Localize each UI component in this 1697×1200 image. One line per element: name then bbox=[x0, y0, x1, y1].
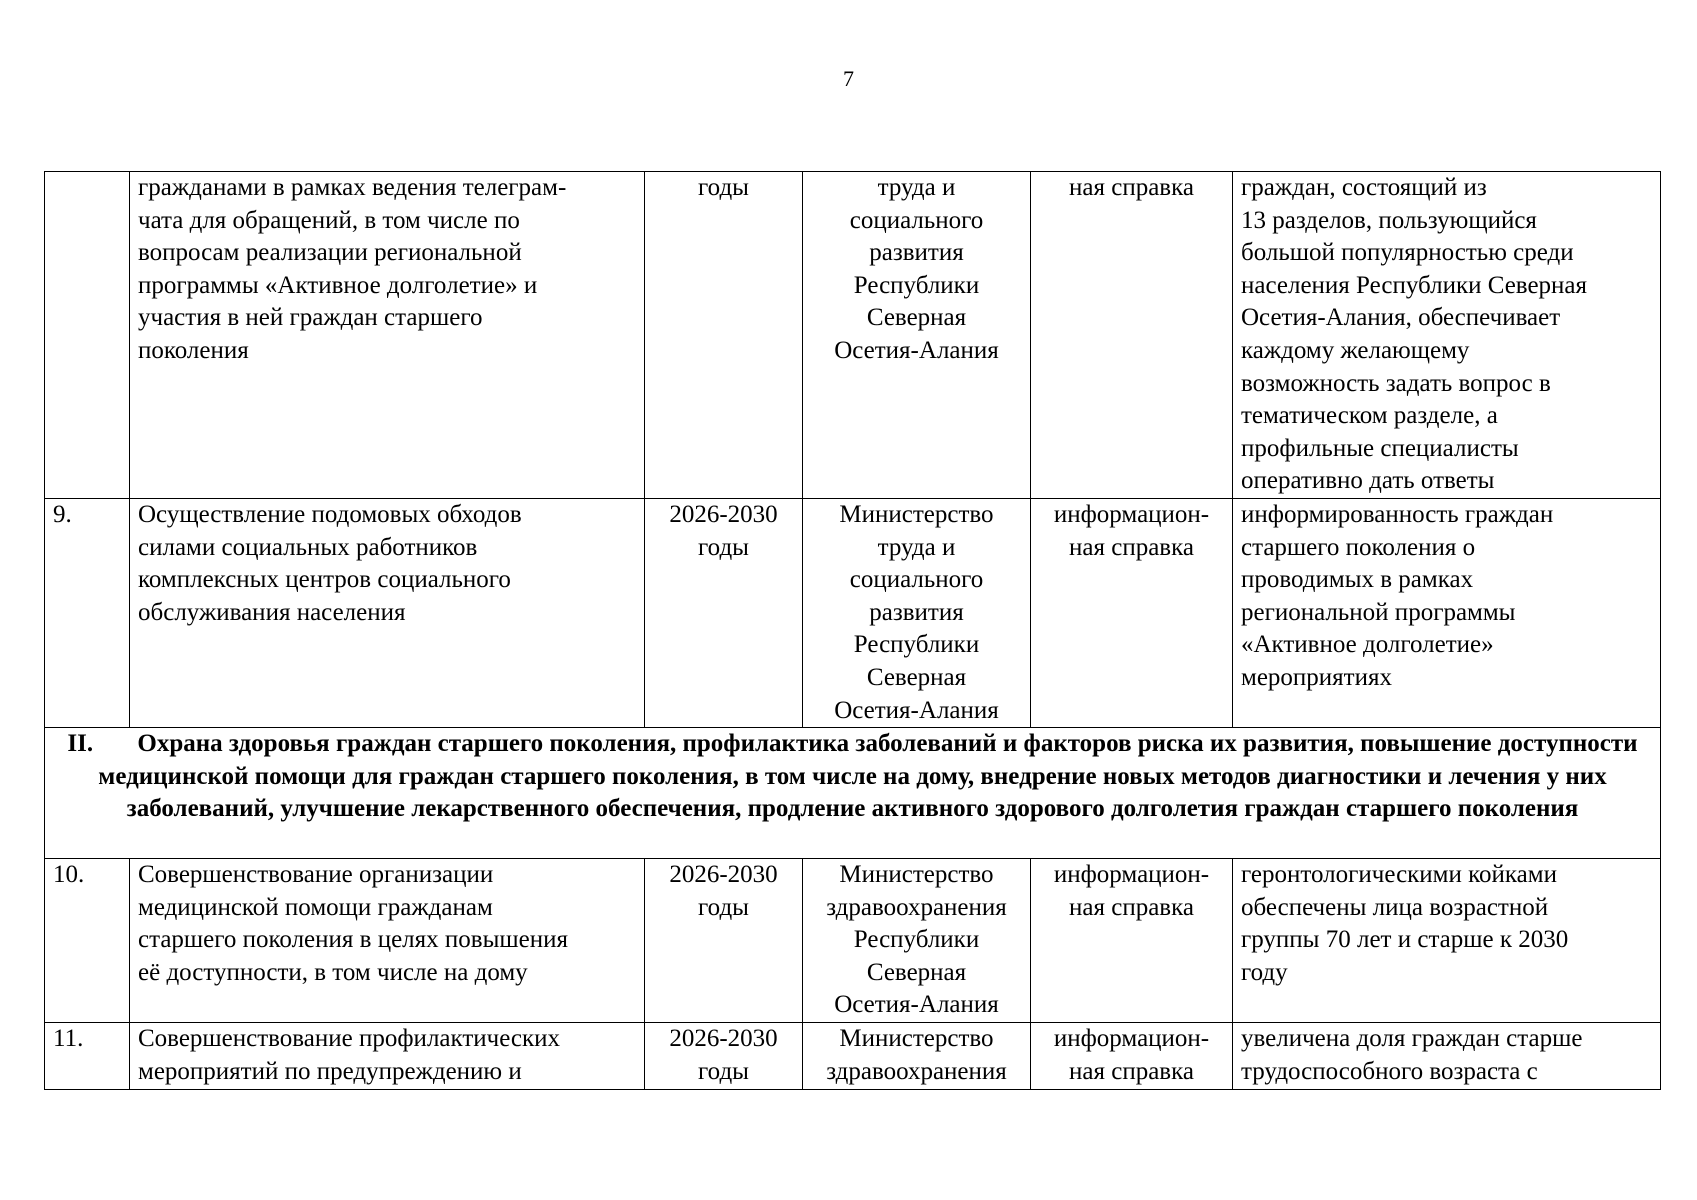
table-row bbox=[45, 498, 1661, 727]
executor-cell: Министерство труда и социального развития Республики Северная Осетия-Алания bbox=[803, 498, 1031, 727]
executor-cell: Министерство здравоохранения bbox=[803, 1023, 1031, 1090]
row-number-cell: 10. bbox=[45, 859, 130, 1023]
period-cell: 2026-2030 годы bbox=[645, 1023, 803, 1090]
section-title: Охрана здоровья граждан старшего поколения, профилактика заболеваний и факторов риска их развития, повышение доступности медицинской помощи для граждан старшего поколения, в том числе на дому, внедрение новых методов диагностики и лечения у них заболеваний, улучшение лекарственного обеспечения, продление активного здорового долголетия граждан старшего поколения bbox=[98, 730, 1638, 823]
row-number-cell bbox=[45, 172, 130, 499]
executor-cell: труда и социального развития Республики Северная Осетия-Алания bbox=[803, 172, 1031, 499]
row-number-cell: 11. bbox=[45, 1023, 130, 1090]
table-row bbox=[45, 1023, 1661, 1090]
section-number: II. bbox=[67, 730, 94, 758]
period-cell: 2026-2030 годы bbox=[645, 859, 803, 1023]
page-number: 7 bbox=[843, 66, 854, 91]
result-cell: увеличена доля граждан старше трудоспособного возраста с bbox=[1233, 1023, 1661, 1090]
measures-table bbox=[44, 171, 1661, 1090]
table-row bbox=[45, 859, 1661, 1023]
period-cell: 2026-2030 годы bbox=[645, 498, 803, 727]
activity-cell: Совершенствование профилактических мероприятий по предупреждению и bbox=[130, 1023, 645, 1090]
activity-cell: Совершенствование организации медицинской помощи гражданам старшего поколения в целях повышения её доступности, в том числе на дому bbox=[130, 859, 645, 1023]
table-row bbox=[45, 172, 1661, 499]
result-cell: геронтологическими койками обеспечены лица возрастной группы 70 лет и старше к 2030 году bbox=[1233, 859, 1661, 1023]
section-header-row bbox=[45, 728, 1661, 859]
period-cell: годы bbox=[645, 172, 803, 499]
executor-cell: Министерство здравоохранения Республики Северная Осетия-Алания bbox=[803, 859, 1031, 1023]
section-heading bbox=[45, 728, 1661, 859]
report-form-cell: информацион- ная справка bbox=[1031, 1023, 1233, 1090]
result-cell: граждан, состоящий из 13 разделов, пользующийся большой популярностью среди населения Республики Северная Осетия-Алания, обеспечивает каждому желающему возможность задать вопрос в тематическом разделе, а профильные специалисты оперативно дать ответы bbox=[1233, 172, 1661, 499]
report-form-cell: ная справка bbox=[1031, 172, 1233, 499]
report-form-cell: информацион- ная справка bbox=[1031, 498, 1233, 727]
result-cell: информированность граждан старшего поколения о проводимых в рамках региональной программы «Активное долголетие» мероприятиях bbox=[1233, 498, 1661, 727]
activity-cell: гражданами в рамках ведения телеграм- чата для обращений, в том числе по вопросам реализации региональной программы «Активное долголетие» и участия в ней граждан старшего поколения bbox=[130, 172, 645, 499]
row-number-cell: 9. bbox=[45, 498, 130, 727]
report-form-cell: информацион- ная справка bbox=[1031, 859, 1233, 1023]
activity-cell: Осуществление подомовых обходов силами социальных работников комплексных центров социального обслуживания населения bbox=[130, 498, 645, 727]
